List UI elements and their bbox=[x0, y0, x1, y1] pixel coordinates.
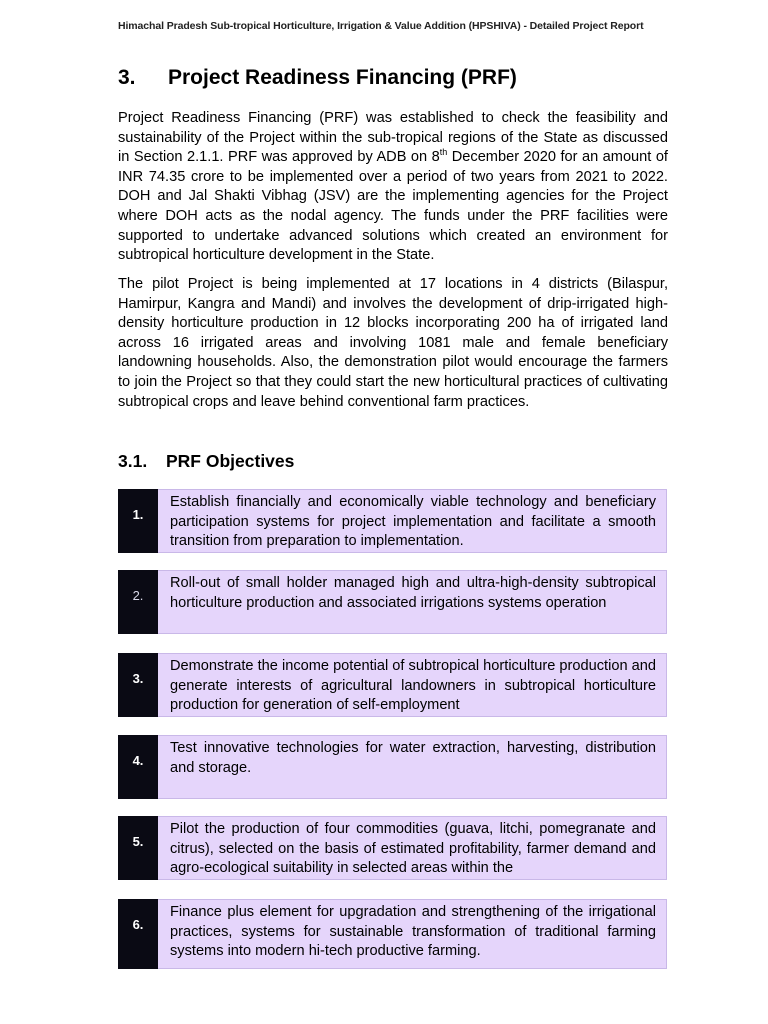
section-number: 3. bbox=[118, 66, 136, 89]
objective-text: Finance plus element for upgradation and strengthening of the irrigational practices, systems for sustainable transformation of traditional farming systems into modern hi-tech productive farming. bbox=[158, 899, 667, 969]
objective-text: Test innovative technologies for water extraction, harvesting, distribution and storage. bbox=[158, 735, 667, 799]
objective-number: 4. bbox=[118, 735, 158, 799]
objective-item bbox=[118, 570, 667, 634]
page-header: Himachal Pradesh Sub-tropical Horticulture, Irrigation & Value Addition (HPSHIVA) - Detailed Project Report bbox=[118, 20, 644, 32]
objective-item bbox=[118, 735, 667, 799]
paragraph-text: Project Readiness Financing (PRF) was established to check the feasibility and sustainability of the Project within the sub-tropical regions of the State as discussed in Section 2.1.1. PRF was approved by ADB on 8 bbox=[118, 110, 668, 166]
paragraph-prf-overview bbox=[118, 109, 668, 266]
paragraph-pilot-project: The pilot Project is being implemented at 17 locations in 4 districts (Bilaspur, Hamirpur, Kangra and Mandi) and involves the development of drip-irrigated high-density horticulture production in 12 blocks incorporating 200 ha of irrigated land across 16 irrigated areas and involving 1081 male and female beneficiary landowning households. Also, the demonstration pilot would encourage the farmers to join the Project so that they could start the new horticultural practices of cultivating subtropical crops and leave behind conventional farm practices. bbox=[118, 276, 668, 410]
subsection-heading bbox=[118, 451, 294, 472]
objective-text: Establish financially and economically viable technology and beneficiary participation systems for project implementation and facilitate a smooth transition from preparation to implementation. bbox=[158, 489, 667, 553]
objective-item bbox=[118, 489, 667, 553]
objective-text: Pilot the production of four commodities (guava, litchi, pomegranate and citrus), selected on the basis of estimated profitability, farmer demand and agro-ecological suitability in selected areas within the bbox=[158, 816, 667, 880]
section-title: Project Readiness Financing (PRF) bbox=[168, 66, 517, 89]
section-heading bbox=[118, 66, 517, 90]
subsection-title: PRF Objectives bbox=[166, 451, 295, 471]
paragraph-text: December 2020 for an amount of INR 74.35 crore to be implemented over a period of two years from 2021 to 2022. DOH and Jal Shakti Vibhag (JSV) are the implementing agencies for the Project where DOH acts as the nodal agency. The funds under the PRF facilities were supported to undertake advanced solutions which created an environment for subtropical horticulture development in the State. bbox=[118, 149, 668, 264]
objective-text: Demonstrate the income potential of subtropical horticulture production and generate interests of agricultural landowners in subtropical horticulture production for generation of self-employment bbox=[158, 653, 667, 717]
objective-number: 3. bbox=[118, 653, 158, 717]
objective-item bbox=[118, 816, 667, 880]
objective-number: 6. bbox=[118, 899, 158, 969]
superscript-ordinal: th bbox=[439, 147, 448, 158]
objective-text: Roll-out of small holder managed high and ultra-high-density subtropical horticulture production and associated irrigations systems operation bbox=[158, 570, 667, 634]
objective-number: 5. bbox=[118, 816, 158, 880]
objective-number: 1. bbox=[118, 489, 158, 553]
objective-number: 2. bbox=[118, 570, 158, 634]
subsection-number: 3.1. bbox=[118, 451, 148, 471]
objective-item bbox=[118, 899, 667, 969]
objective-item bbox=[118, 653, 667, 717]
